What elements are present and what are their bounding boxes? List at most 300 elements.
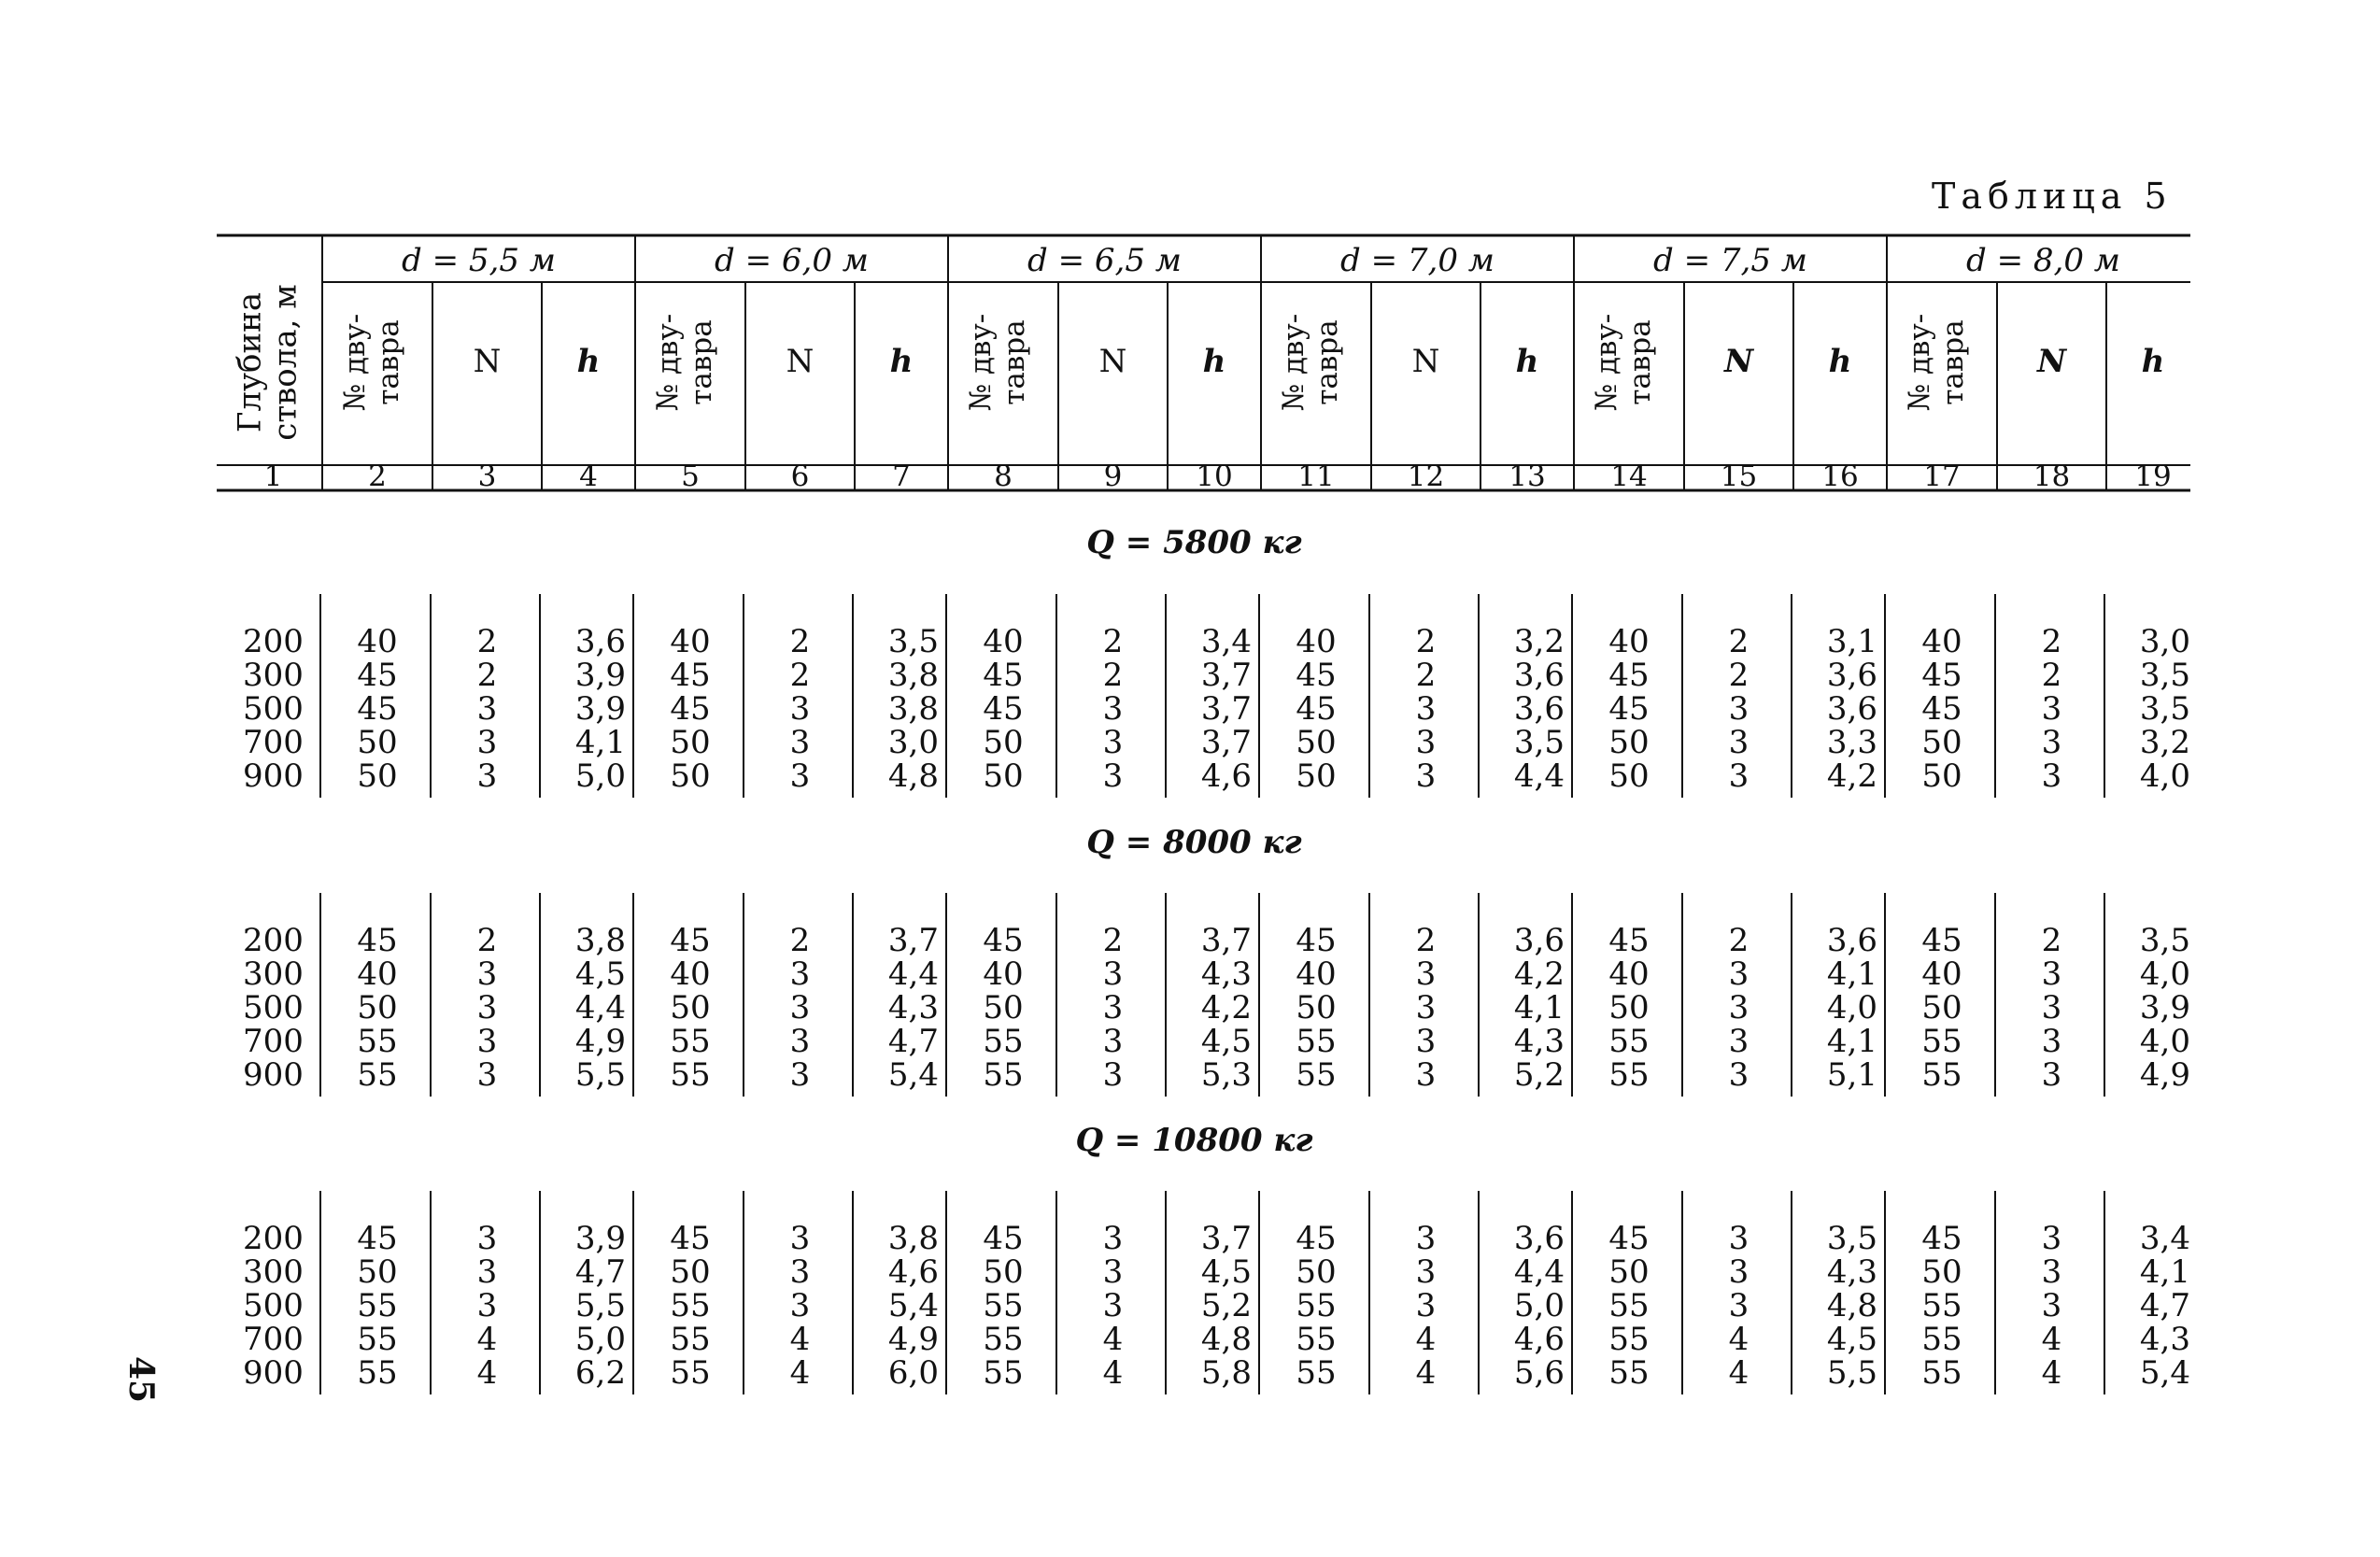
table-cell: 4,2 bbox=[1826, 757, 1877, 795]
table-cell: 45 bbox=[670, 657, 711, 694]
table-cell: 55 bbox=[1296, 1023, 1337, 1060]
table-cell: 55 bbox=[670, 1354, 711, 1392]
table-cell: 50 bbox=[1608, 724, 1650, 761]
table-cell: 45 bbox=[1608, 1220, 1650, 1257]
table-cell: 3 bbox=[789, 1056, 811, 1094]
table-cell: 40 bbox=[1608, 623, 1650, 660]
table-cell: 3,3 bbox=[1826, 724, 1877, 761]
table-cell: 2 bbox=[476, 657, 498, 694]
table-cell: 40 bbox=[1921, 623, 1962, 660]
table-cell: 55 bbox=[1296, 1321, 1337, 1358]
table-cell: 4,0 bbox=[2139, 955, 2190, 993]
beam-number-header: тавра bbox=[1936, 319, 1970, 405]
table-cell: 3 bbox=[789, 690, 811, 728]
table-cell: 2 bbox=[1415, 623, 1437, 660]
table-cell: 45 bbox=[670, 922, 711, 959]
page-number: 45 bbox=[121, 1356, 161, 1404]
table-cell: 3 bbox=[1102, 1056, 1124, 1094]
table-cell: 5,0 bbox=[1513, 1287, 1565, 1324]
beam-number-header: тавра bbox=[998, 319, 1031, 405]
table-cell: 2 bbox=[789, 657, 811, 694]
column-number: 13 bbox=[1509, 460, 1546, 493]
beam-number-header: № дву- bbox=[1903, 313, 1936, 412]
column-number: 3 bbox=[477, 460, 497, 493]
table-cell: 50 bbox=[1296, 757, 1337, 795]
n-header: N bbox=[786, 343, 815, 380]
table-cell: 45 bbox=[357, 690, 398, 728]
table-cell: 50 bbox=[357, 989, 398, 1026]
h-header: h bbox=[576, 343, 601, 380]
table-cell: 3,4 bbox=[1200, 623, 1252, 660]
depth-value: 900 bbox=[243, 757, 304, 795]
table-cell: 5,4 bbox=[887, 1056, 939, 1094]
table-cell: 3,5 bbox=[2139, 657, 2190, 694]
table-cell: 3,9 bbox=[574, 1220, 626, 1257]
table-cell: 4,3 bbox=[1826, 1253, 1877, 1291]
table-cell: 3,7 bbox=[1200, 724, 1252, 761]
table-cell: 3,8 bbox=[887, 690, 939, 728]
table-cell: 4 bbox=[476, 1321, 498, 1358]
table-cell: 3 bbox=[789, 757, 811, 795]
table-cell: 3 bbox=[1102, 989, 1124, 1026]
depth-value: 500 bbox=[243, 1287, 304, 1324]
table-cell: 55 bbox=[983, 1056, 1024, 1094]
column-number: 6 bbox=[790, 460, 810, 493]
table-cell: 40 bbox=[1296, 623, 1337, 660]
table-cell: 55 bbox=[983, 1354, 1024, 1392]
table-cell: 2 bbox=[476, 922, 498, 959]
table-cell: 3,5 bbox=[887, 623, 939, 660]
h-header: h bbox=[1515, 343, 1539, 380]
table-cell: 55 bbox=[983, 1287, 1024, 1324]
table-caption: Таблица 5 bbox=[1932, 176, 2173, 217]
table-cell: 45 bbox=[1921, 657, 1962, 694]
table-cell: 40 bbox=[1921, 955, 1962, 993]
table-cell: 4,3 bbox=[887, 989, 939, 1026]
table-cell: 2 bbox=[1102, 657, 1124, 694]
table-cell: 3 bbox=[789, 989, 811, 1026]
table-cell: 5,4 bbox=[887, 1287, 939, 1324]
table-cell: 45 bbox=[983, 690, 1024, 728]
table-cell: 3,6 bbox=[1513, 922, 1565, 959]
table-cell: 50 bbox=[670, 989, 711, 1026]
table-cell: 3 bbox=[1415, 724, 1437, 761]
table-cell: 50 bbox=[983, 724, 1024, 761]
table-cell: 45 bbox=[357, 657, 398, 694]
table-cell: 3 bbox=[2041, 724, 2062, 761]
table-cell: 3 bbox=[476, 1056, 498, 1094]
table-cell: 3,2 bbox=[1513, 623, 1565, 660]
column-number: 10 bbox=[1196, 460, 1233, 493]
table-cell: 3 bbox=[476, 955, 498, 993]
table-cell: 3,7 bbox=[1200, 922, 1252, 959]
table-cell: 5,3 bbox=[1200, 1056, 1252, 1094]
table-cell: 55 bbox=[1608, 1023, 1650, 1060]
table-cell: 4 bbox=[476, 1354, 498, 1392]
table-cell: 5,2 bbox=[1513, 1056, 1565, 1094]
depth-value: 500 bbox=[243, 690, 304, 728]
table-cell: 3 bbox=[1415, 1220, 1437, 1257]
table-cell: 5,8 bbox=[1200, 1354, 1252, 1392]
table-cell: 3,6 bbox=[1513, 1220, 1565, 1257]
table-cell: 55 bbox=[983, 1321, 1024, 1358]
table-cell: 4 bbox=[1728, 1321, 1750, 1358]
table-cell: 4,1 bbox=[2139, 1253, 2190, 1291]
table-cell: 3,6 bbox=[1826, 690, 1877, 728]
table-cell: 3,6 bbox=[1826, 657, 1877, 694]
table-cell: 6,0 bbox=[887, 1354, 939, 1392]
table-cell: 3 bbox=[1728, 724, 1750, 761]
table-cell: 40 bbox=[983, 955, 1024, 993]
table-cell: 5,5 bbox=[574, 1287, 626, 1324]
column-number: 5 bbox=[681, 460, 700, 493]
table-cell: 50 bbox=[1608, 989, 1650, 1026]
table-cell: 45 bbox=[1296, 690, 1337, 728]
depth-value: 900 bbox=[243, 1354, 304, 1392]
table-cell: 50 bbox=[670, 1253, 711, 1291]
table-cell: 55 bbox=[357, 1354, 398, 1392]
table-cell: 45 bbox=[1296, 922, 1337, 959]
table-cell: 3 bbox=[476, 724, 498, 761]
table-cell: 55 bbox=[1296, 1354, 1337, 1392]
table-cell: 45 bbox=[1921, 1220, 1962, 1257]
table-cell: 3,8 bbox=[574, 922, 626, 959]
table-cell: 4 bbox=[1728, 1354, 1750, 1392]
diameter-header: d = 5,5 м bbox=[402, 242, 556, 279]
table-cell: 45 bbox=[357, 1220, 398, 1257]
column-number: 4 bbox=[579, 460, 598, 493]
table-cell: 55 bbox=[1608, 1287, 1650, 1324]
depth-value: 500 bbox=[243, 989, 304, 1026]
table-cell: 3 bbox=[2041, 1253, 2062, 1291]
table-cell: 40 bbox=[1608, 955, 1650, 993]
table-cell: 55 bbox=[1921, 1354, 1962, 1392]
table-cell: 3 bbox=[1102, 1253, 1124, 1291]
table-cell: 55 bbox=[670, 1056, 711, 1094]
table-cell: 4,2 bbox=[1513, 955, 1565, 993]
depth-value: 700 bbox=[243, 724, 304, 761]
table-cell: 4,6 bbox=[887, 1253, 939, 1291]
table-cell: 50 bbox=[1608, 1253, 1650, 1291]
column-number: 16 bbox=[1821, 460, 1859, 493]
table-cell: 2 bbox=[476, 623, 498, 660]
table-cell: 55 bbox=[1608, 1354, 1650, 1392]
table-cell: 2 bbox=[789, 922, 811, 959]
table-cell: 3 bbox=[789, 1287, 811, 1324]
table-cell: 3 bbox=[2041, 1056, 2062, 1094]
table-cell: 3 bbox=[476, 1023, 498, 1060]
table-cell: 3 bbox=[1415, 1056, 1437, 1094]
table-cell: 3,4 bbox=[2139, 1220, 2190, 1257]
table-cell: 3,1 bbox=[1826, 623, 1877, 660]
table-cell: 3 bbox=[2041, 1287, 2062, 1324]
table-cell: 3,6 bbox=[1826, 922, 1877, 959]
column-number: 18 bbox=[2033, 460, 2071, 493]
depth-header-label: ствола, м bbox=[266, 284, 305, 441]
table-cell: 50 bbox=[1921, 757, 1962, 795]
table-cell: 50 bbox=[983, 757, 1024, 795]
table-cell: 50 bbox=[1296, 724, 1337, 761]
table-cell: 3 bbox=[476, 1253, 498, 1291]
table-cell: 4,4 bbox=[887, 955, 939, 993]
table-cell: 4,7 bbox=[887, 1023, 939, 1060]
table-cell: 3 bbox=[2041, 757, 2062, 795]
table-cell: 4,5 bbox=[1826, 1321, 1877, 1358]
table-cell: 5,2 bbox=[1200, 1287, 1252, 1324]
table-cell: 3,9 bbox=[2139, 989, 2190, 1026]
table-cell: 4 bbox=[1102, 1354, 1124, 1392]
table-cell: 2 bbox=[1728, 922, 1750, 959]
table-cell: 4,6 bbox=[1513, 1321, 1565, 1358]
column-number: 8 bbox=[994, 460, 1013, 493]
table-cell: 3 bbox=[1728, 1023, 1750, 1060]
table-cell: 3 bbox=[1415, 757, 1437, 795]
table-cell: 40 bbox=[670, 955, 711, 993]
column-number: 15 bbox=[1720, 460, 1758, 493]
table-cell: 4,0 bbox=[2139, 757, 2190, 795]
table-cell: 4,7 bbox=[2139, 1287, 2190, 1324]
table-cell: 3 bbox=[476, 690, 498, 728]
table-cell: 55 bbox=[1921, 1321, 1962, 1358]
table-cell: 3 bbox=[1102, 724, 1124, 761]
section-title: Q = 10800 кг bbox=[1075, 1122, 1313, 1159]
table-cell: 45 bbox=[1608, 922, 1650, 959]
table-cell: 45 bbox=[670, 690, 711, 728]
table-cell: 3 bbox=[789, 724, 811, 761]
depth-value: 300 bbox=[243, 955, 304, 993]
n-header: N bbox=[473, 343, 502, 380]
table-cell: 55 bbox=[1608, 1056, 1650, 1094]
diameter-header: d = 7,0 м bbox=[1340, 242, 1495, 279]
table-cell: 40 bbox=[357, 955, 398, 993]
table-cell: 2 bbox=[1415, 922, 1437, 959]
table-cell: 4,7 bbox=[574, 1253, 626, 1291]
column-number: 9 bbox=[1103, 460, 1123, 493]
table-cell: 4,5 bbox=[574, 955, 626, 993]
diameter-header: d = 7,5 м bbox=[1653, 242, 1807, 279]
diameter-header: d = 6,5 м bbox=[1027, 242, 1182, 279]
table-cell: 50 bbox=[983, 1253, 1024, 1291]
table-cell: 3 bbox=[1728, 1056, 1750, 1094]
table-cell: 3 bbox=[1415, 1287, 1437, 1324]
table-cell: 50 bbox=[357, 757, 398, 795]
table-cell: 3 bbox=[2041, 1220, 2062, 1257]
table-cell: 5,0 bbox=[574, 1321, 626, 1358]
table-cell: 4 bbox=[1415, 1354, 1437, 1392]
column-number: 14 bbox=[1610, 460, 1648, 493]
table-cell: 55 bbox=[357, 1321, 398, 1358]
table-cell: 4,2 bbox=[1200, 989, 1252, 1026]
table-cell: 45 bbox=[1608, 690, 1650, 728]
n-header: N bbox=[1723, 343, 1754, 380]
table-cell: 3 bbox=[1415, 955, 1437, 993]
table-cell: 3,7 bbox=[1200, 1220, 1252, 1257]
table-cell: 3 bbox=[1102, 757, 1124, 795]
table-cell: 4,1 bbox=[1826, 955, 1877, 993]
table-cell: 4,0 bbox=[1826, 989, 1877, 1026]
beam-number-header: № дву- bbox=[338, 313, 372, 412]
table-cell: 4,9 bbox=[2139, 1056, 2190, 1094]
table-cell: 55 bbox=[357, 1023, 398, 1060]
table-cell: 3,7 bbox=[1200, 657, 1252, 694]
table-cell: 4,8 bbox=[887, 757, 939, 795]
beam-number-header: № дву- bbox=[1277, 313, 1310, 412]
table-cell: 50 bbox=[1921, 989, 1962, 1026]
table-cell: 55 bbox=[1296, 1287, 1337, 1324]
table-cell: 55 bbox=[357, 1056, 398, 1094]
table-cell: 40 bbox=[670, 623, 711, 660]
table-cell: 4,1 bbox=[1513, 989, 1565, 1026]
table-cell: 2 bbox=[2041, 657, 2062, 694]
table-cell: 4,3 bbox=[1513, 1023, 1565, 1060]
table-cell: 3 bbox=[789, 955, 811, 993]
table-cell: 3 bbox=[1728, 690, 1750, 728]
n-header: N bbox=[1411, 343, 1440, 380]
diameter-header: d = 8,0 м bbox=[1966, 242, 2120, 279]
table-cell: 3 bbox=[1415, 1253, 1437, 1291]
table-cell: 45 bbox=[1296, 1220, 1337, 1257]
section-title: Q = 8000 кг bbox=[1086, 824, 1302, 861]
table-cell: 5,4 bbox=[2139, 1354, 2190, 1392]
table-cell: 4,1 bbox=[1826, 1023, 1877, 1060]
table-cell: 55 bbox=[1608, 1321, 1650, 1358]
table-cell: 2 bbox=[1728, 623, 1750, 660]
depth-header-label: Глубина bbox=[231, 291, 269, 433]
table-cell: 2 bbox=[1728, 657, 1750, 694]
table-cell: 4,4 bbox=[574, 989, 626, 1026]
table-cell: 3,9 bbox=[574, 657, 626, 694]
table-cell: 40 bbox=[1296, 955, 1337, 993]
table-cell: 2 bbox=[1102, 623, 1124, 660]
beam-number-header: № дву- bbox=[1590, 313, 1623, 412]
depth-value: 200 bbox=[243, 1220, 304, 1257]
table-cell: 2 bbox=[2041, 623, 2062, 660]
table-cell: 2 bbox=[1415, 657, 1437, 694]
table-cell: 3,5 bbox=[1826, 1220, 1877, 1257]
table-cell: 4,3 bbox=[2139, 1321, 2190, 1358]
table-cell: 55 bbox=[1921, 1287, 1962, 1324]
table-cell: 4 bbox=[789, 1321, 811, 1358]
table-cell: 3,8 bbox=[887, 657, 939, 694]
table-cell: 45 bbox=[983, 922, 1024, 959]
depth-value: 700 bbox=[243, 1321, 304, 1358]
beam-number-header: № дву- bbox=[964, 313, 998, 412]
table-cell: 40 bbox=[357, 623, 398, 660]
table-cell: 45 bbox=[983, 657, 1024, 694]
table-cell: 50 bbox=[1296, 1253, 1337, 1291]
table-cell: 55 bbox=[1296, 1056, 1337, 1094]
table-cell: 4,0 bbox=[2139, 1023, 2190, 1060]
table-cell: 2 bbox=[2041, 922, 2062, 959]
table-cell: 50 bbox=[357, 1253, 398, 1291]
table-cell: 4,6 bbox=[1200, 757, 1252, 795]
table-cell: 3 bbox=[1102, 1287, 1124, 1324]
table-cell: 3 bbox=[1102, 1023, 1124, 1060]
table-cell: 3 bbox=[1728, 757, 1750, 795]
table-cell: 3 bbox=[2041, 955, 2062, 993]
table-cell: 2 bbox=[1102, 922, 1124, 959]
table-cell: 3,8 bbox=[887, 1220, 939, 1257]
table-cell: 4,5 bbox=[1200, 1023, 1252, 1060]
table-cell: 4,4 bbox=[1513, 1253, 1565, 1291]
table-cell: 45 bbox=[1921, 922, 1962, 959]
table-cell: 55 bbox=[1921, 1056, 1962, 1094]
table-cell: 4 bbox=[1102, 1321, 1124, 1358]
beam-number-header: тавра bbox=[685, 319, 718, 405]
table-cell: 3 bbox=[476, 1220, 498, 1257]
beam-number-header: тавра bbox=[1623, 319, 1657, 405]
table-cell: 3,6 bbox=[1513, 690, 1565, 728]
table-cell: 3 bbox=[1415, 989, 1437, 1026]
table-cell: 3 bbox=[476, 1287, 498, 1324]
table-cell: 3 bbox=[1415, 1023, 1437, 1060]
table-cell: 3,2 bbox=[2139, 724, 2190, 761]
column-number: 19 bbox=[2134, 460, 2172, 493]
table-cell: 55 bbox=[670, 1023, 711, 1060]
table-cell: 3 bbox=[1102, 1220, 1124, 1257]
table-cell: 3,0 bbox=[2139, 623, 2190, 660]
table-cell: 45 bbox=[357, 922, 398, 959]
table-cell: 3 bbox=[789, 1220, 811, 1257]
depth-value: 300 bbox=[243, 657, 304, 694]
table-cell: 4,3 bbox=[1200, 955, 1252, 993]
table-cell: 3 bbox=[1728, 1253, 1750, 1291]
table-cell: 3 bbox=[1728, 989, 1750, 1026]
table-cell: 3,5 bbox=[2139, 922, 2190, 959]
table-cell: 3 bbox=[1415, 690, 1437, 728]
table-cell: 45 bbox=[1921, 690, 1962, 728]
h-header: h bbox=[2141, 343, 2165, 380]
table-cell: 2 bbox=[789, 623, 811, 660]
depth-value: 700 bbox=[243, 1023, 304, 1060]
table-cell: 3 bbox=[1102, 955, 1124, 993]
column-number: 1 bbox=[263, 460, 283, 493]
depth-value: 900 bbox=[243, 1056, 304, 1094]
table-cell: 5,5 bbox=[574, 1056, 626, 1094]
table-cell: 3 bbox=[1728, 955, 1750, 993]
table-cell: 6,2 bbox=[574, 1354, 626, 1392]
table-cell: 45 bbox=[670, 1220, 711, 1257]
table-cell: 50 bbox=[983, 989, 1024, 1026]
table-cell: 3 bbox=[1728, 1220, 1750, 1257]
column-number: 12 bbox=[1407, 460, 1445, 493]
table-cell: 5,6 bbox=[1513, 1354, 1565, 1392]
table-cell: 50 bbox=[1921, 1253, 1962, 1291]
table-cell: 4,9 bbox=[574, 1023, 626, 1060]
table-cell: 50 bbox=[1608, 757, 1650, 795]
table-cell: 3,5 bbox=[2139, 690, 2190, 728]
beam-number-header: тавра bbox=[372, 319, 405, 405]
table-cell: 4 bbox=[1415, 1321, 1437, 1358]
table-cell: 3,6 bbox=[574, 623, 626, 660]
table-cell: 4,8 bbox=[1200, 1321, 1252, 1358]
table-cell: 3,5 bbox=[1513, 724, 1565, 761]
table-cell: 45 bbox=[1296, 657, 1337, 694]
n-header: N bbox=[1098, 343, 1127, 380]
n-header: N bbox=[2036, 343, 2067, 380]
table-cell: 3 bbox=[2041, 690, 2062, 728]
section-title: Q = 5800 кг bbox=[1086, 524, 1302, 561]
table-cell: 3 bbox=[1728, 1287, 1750, 1324]
table-cell: 5,0 bbox=[574, 757, 626, 795]
table-cell: 3,0 bbox=[887, 724, 939, 761]
table-cell: 3 bbox=[2041, 1023, 2062, 1060]
column-number: 2 bbox=[368, 460, 387, 493]
table-cell: 55 bbox=[670, 1321, 711, 1358]
table-cell: 3 bbox=[2041, 989, 2062, 1026]
table-cell: 40 bbox=[983, 623, 1024, 660]
h-header: h bbox=[889, 343, 914, 380]
